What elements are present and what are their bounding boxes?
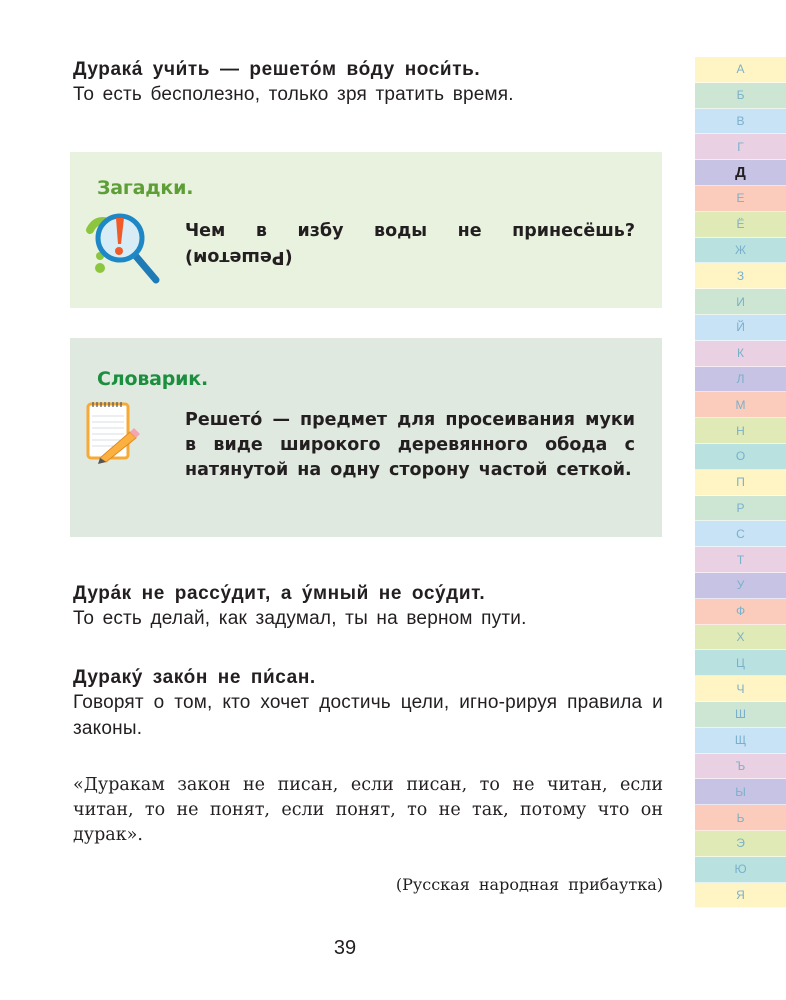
notepad-pencil-icon	[84, 400, 144, 464]
riddle-question: Чем в избу воды не принесёшь?	[185, 221, 635, 241]
proverb-meaning: Говорят о том, кто хочет достичь цели, игно-рируя правила и законы.	[73, 692, 663, 739]
alphabet-index-item[interactable]: Ш	[695, 702, 786, 728]
proverb-meaning: То есть бесполезно, только зря тратить время.	[73, 84, 514, 105]
alphabet-index-item[interactable]: Е	[695, 186, 786, 212]
alphabet-index-item[interactable]: М	[695, 392, 786, 418]
folk-quote: «Дуракам закон не писан, если писан, то не читан, если читан, то не понят, если понят, то не так, потому что он дурак».	[73, 775, 663, 845]
alphabet-index-item[interactable]: Л	[695, 367, 786, 393]
alphabet-index-item[interactable]: Д	[695, 160, 786, 186]
alphabet-index-item[interactable]: Щ	[695, 728, 786, 754]
alphabet-index	[695, 57, 786, 908]
alphabet-index-item[interactable]: К	[695, 341, 786, 367]
riddle-answer-upside-down: (Решетом)	[185, 247, 293, 267]
vocab-box-title: Словарик.	[97, 368, 208, 390]
alphabet-index-item[interactable]: З	[695, 263, 786, 289]
alphabet-index-item[interactable]: Я	[695, 883, 786, 909]
proverb-title: Дураку́ зако́н не пи́сан.	[73, 667, 316, 688]
riddle-text	[185, 219, 635, 269]
alphabet-index-item[interactable]: А	[695, 57, 786, 83]
alphabet-index-item[interactable]: Ц	[695, 650, 786, 676]
alphabet-index-item[interactable]: Х	[695, 625, 786, 651]
vocab-definition	[185, 408, 635, 483]
alphabet-index-item[interactable]: Н	[695, 418, 786, 444]
alphabet-index-item[interactable]: Й	[695, 315, 786, 341]
vocab-box	[70, 338, 662, 537]
proverb-title: Дурака́ учи́ть — решето́м во́ду носи́ть.	[73, 59, 481, 80]
alphabet-index-item[interactable]: С	[695, 521, 786, 547]
proverb-title: Дура́к не рассу́дит, а у́мный не осу́дит.	[73, 583, 486, 604]
alphabet-index-item[interactable]: Ь	[695, 805, 786, 831]
vocab-definition-text: — предмет для просеивания муки в виде широкого деревянного обода с натянутой на одну сторону частой сеткой.	[185, 410, 635, 480]
alphabet-index-item[interactable]: Э	[695, 831, 786, 857]
proverb-entry-2	[73, 582, 663, 632]
alphabet-index-item[interactable]: Т	[695, 547, 786, 573]
quote-source: (Русская народная прибаутка)	[395, 875, 663, 894]
alphabet-index-item[interactable]: И	[695, 289, 786, 315]
alphabet-index-item[interactable]: Ж	[695, 238, 786, 264]
alphabet-index-item[interactable]: В	[695, 109, 786, 135]
alphabet-index-item[interactable]: Р	[695, 496, 786, 522]
alphabet-index-item[interactable]: Ё	[695, 212, 786, 238]
proverb-entry-1	[73, 58, 663, 108]
magnifier-exclamation-icon	[78, 210, 174, 286]
alphabet-index-item[interactable]: Ю	[695, 857, 786, 883]
alphabet-index-item[interactable]: У	[695, 573, 786, 599]
proverb-entry-3	[73, 666, 663, 742]
proverb-meaning: То есть делай, как задумал, ты на верном пути.	[73, 608, 527, 629]
riddle-box	[70, 152, 662, 308]
page-number: 39	[333, 937, 357, 959]
alphabet-index-item[interactable]: Б	[695, 83, 786, 109]
alphabet-index-item[interactable]: Ы	[695, 779, 786, 805]
alphabet-index-item[interactable]: П	[695, 470, 786, 496]
vocab-term: Решето́	[185, 410, 263, 430]
alphabet-index-item[interactable]: Ч	[695, 676, 786, 702]
alphabet-index-item[interactable]: Ф	[695, 599, 786, 625]
alphabet-index-item[interactable]: О	[695, 444, 786, 470]
alphabet-index-item[interactable]: Г	[695, 134, 786, 160]
riddle-box-title: Загадки.	[97, 177, 194, 199]
alphabet-index-item[interactable]: Ъ	[695, 754, 786, 780]
